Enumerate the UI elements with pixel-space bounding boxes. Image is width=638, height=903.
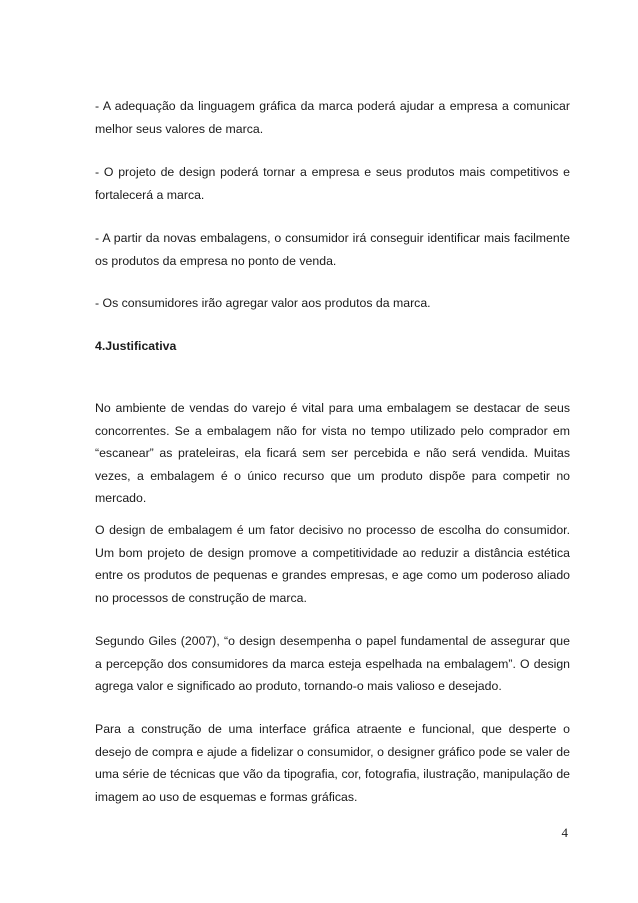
body-paragraph: O design de embalagem é um fator decisivo no processo de escolha do consumidor. Um bom projeto de design promove a competitividade ao reduzir a distância estética entre os produtos de pequenas e grandes empresas, e age como um poderoso aliado no processos de construção de marca. — [95, 523, 570, 605]
page-number: 4 — [561, 825, 568, 840]
bullet-item: - O projeto de design poderá tornar a empresa e seus produtos mais competitivos e fortalecerá a marca. — [95, 165, 570, 202]
bullet-item: - A adequação da linguagem gráfica da marca poderá ajudar a empresa a comunicar melhor seus valores de marca. — [95, 99, 570, 136]
body-paragraph: Segundo Giles (2007), “o design desempenha o papel fundamental de assegurar que a percepção dos consumidores da marca esteja espelhada na embalagem”. O design agrega valor e significado ao produto, tornando-o mais valioso e desejado. — [95, 634, 570, 694]
body-paragraph: No ambiente de vendas do varejo é vital para uma embalagem se destacar de seus concorrentes. Se a embalagem não for vista no tempo utilizado pelo comprador em “escanear” as prateleiras, ela ficará sem ser percebida e não será vendida. Muitas vezes, a embalagem é o único recurso que um produto dispõe para competir no mercado. — [95, 401, 570, 506]
bullet-item: - Os consumidores irão agregar valor aos produtos da marca. — [95, 296, 431, 310]
section-heading: 4.Justificativa — [95, 339, 177, 353]
bullet-item: - A partir da novas embalagens, o consumidor irá conseguir identificar mais facilmente os produtos da empresa no ponto de venda. — [95, 231, 570, 268]
body-paragraph: Para a construção de uma interface gráfica atraente e funcional, que desperte o desejo de compra e ajude a fidelizar o consumidor, o designer gráfico pode se valer de uma série de técnicas que vão da tipografia, cor, fotografia, ilustração, manipulação de imagem ao uso de esquemas e formas gráficas. — [95, 722, 570, 804]
